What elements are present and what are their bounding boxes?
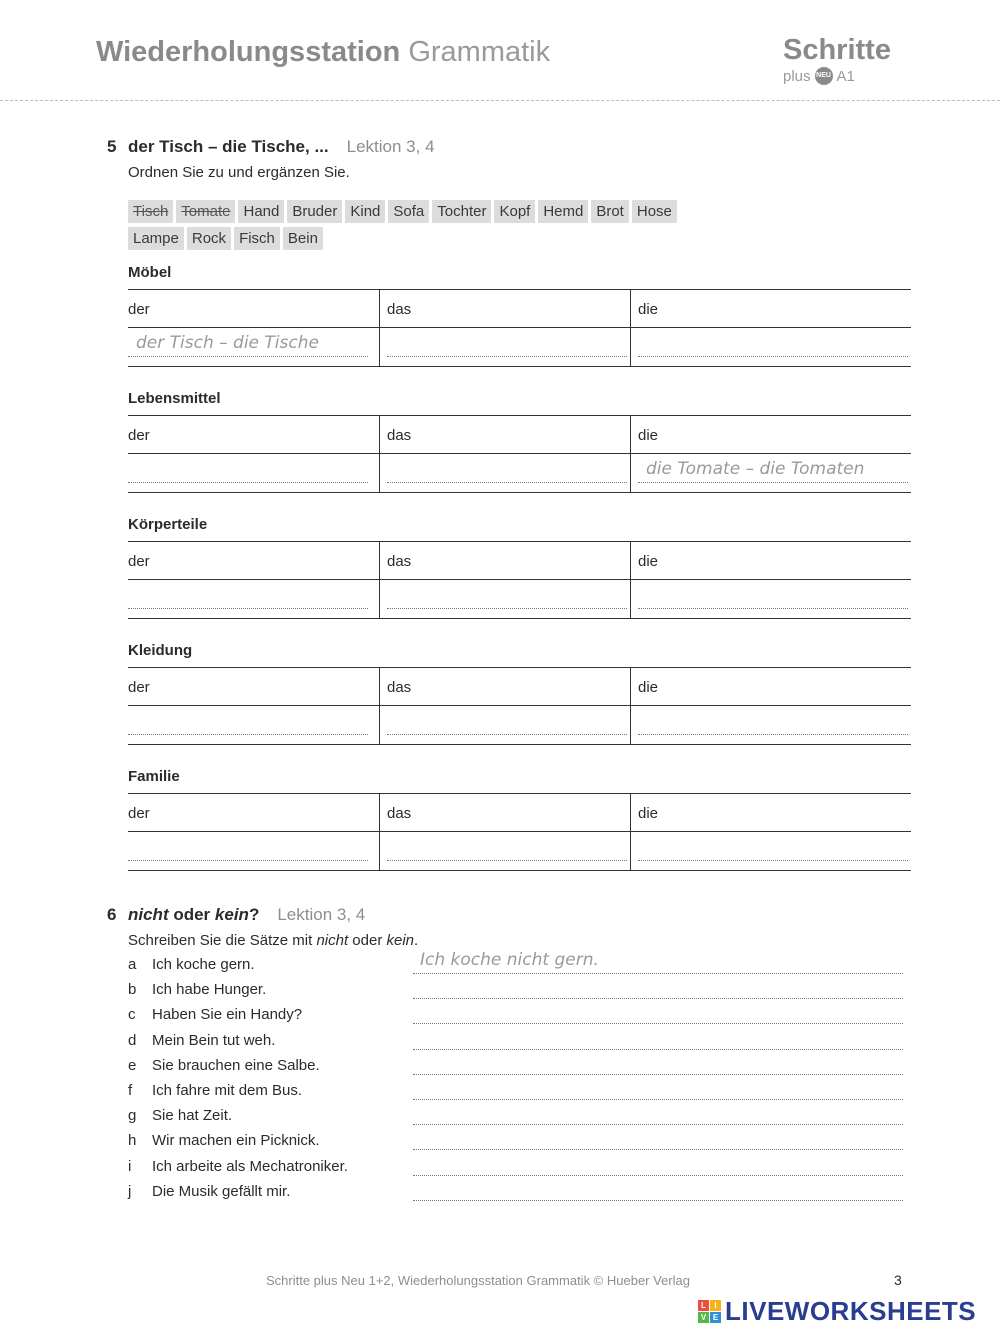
table-column-divider xyxy=(630,542,631,618)
answer-field[interactable] xyxy=(413,998,903,999)
category-table xyxy=(128,541,911,619)
sentence-text: Mein Bein tut weh. xyxy=(152,1031,276,1049)
sentence-letter: h xyxy=(128,1132,137,1150)
page-number: 3 xyxy=(894,1272,902,1288)
column-header: die xyxy=(638,679,659,696)
exercise-6-lektion: Lektion 3, 4 xyxy=(277,905,366,924)
brand-level: A1 xyxy=(836,67,855,85)
handwritten-answer: Ich koche nicht gern. xyxy=(420,950,599,970)
table-column-divider xyxy=(379,290,380,366)
answer-field[interactable] xyxy=(387,482,627,483)
category-label: Möbel xyxy=(128,264,172,281)
column-header: das xyxy=(387,301,412,318)
word-chip[interactable]: Rock xyxy=(187,227,231,250)
answer-field[interactable] xyxy=(413,1049,903,1050)
answer-field[interactable] xyxy=(413,1074,903,1075)
answer-field[interactable] xyxy=(413,1023,903,1024)
brand-logo xyxy=(783,36,908,85)
exercise-5-instruction: Ordnen Sie zu und ergänzen Sie. xyxy=(128,164,350,181)
column-header: der xyxy=(128,301,150,318)
answer-field[interactable] xyxy=(638,608,908,609)
column-header: der xyxy=(128,427,150,444)
logo-letter-tile: I xyxy=(710,1300,721,1311)
table-divider xyxy=(128,453,911,454)
column-header: die xyxy=(638,805,659,822)
word-chip[interactable]: Kind xyxy=(345,200,385,223)
sentence-letter: c xyxy=(128,1006,136,1024)
table-column-divider xyxy=(630,794,631,870)
word-chip[interactable]: Bein xyxy=(283,227,323,250)
category-table xyxy=(128,289,911,367)
word-chip[interactable]: Hand xyxy=(238,200,284,223)
exercise-6-instruction-oder: oder xyxy=(348,932,387,949)
sentence-row xyxy=(128,1107,903,1132)
table-column-divider xyxy=(630,290,631,366)
table-column-divider xyxy=(630,668,631,744)
logo-letter-tile: E xyxy=(710,1312,721,1323)
table-column-divider xyxy=(379,542,380,618)
answer-field[interactable] xyxy=(413,1200,903,1201)
sentence-letter: a xyxy=(128,956,137,973)
sentence-text: Haben Sie ein Handy? xyxy=(152,1006,303,1024)
table-column-divider xyxy=(379,668,380,744)
sentence-row xyxy=(128,1006,903,1031)
logo-letter-tile: V xyxy=(698,1312,709,1323)
brand-subtitle xyxy=(783,67,908,85)
answer-field[interactable] xyxy=(413,1149,903,1150)
sentence-letter: g xyxy=(128,1107,137,1125)
exercise-5-title-text: der Tisch – die Tische, ... xyxy=(128,137,329,156)
column-header: das xyxy=(387,679,412,696)
liveworksheets-logo-text: LIVEWORKSHEETS xyxy=(725,1296,977,1326)
word-bank-row xyxy=(128,227,768,250)
table-column-divider xyxy=(379,416,380,492)
answer-field[interactable] xyxy=(128,608,368,609)
sentence-text: Ich habe Hunger. xyxy=(152,981,267,999)
column-header: die xyxy=(638,427,659,444)
word-chip[interactable]: Lampe xyxy=(128,227,184,250)
sentence-row xyxy=(128,1158,903,1183)
brand-neu-badge: NEU xyxy=(815,67,833,85)
word-bank xyxy=(128,200,768,254)
answer-field[interactable] xyxy=(413,1124,903,1125)
word-chip[interactable]: Tisch xyxy=(128,200,173,223)
exercise-6-title xyxy=(128,905,365,925)
sentence-row xyxy=(128,1032,903,1057)
exercise-6-instruction-nicht: nicht xyxy=(316,932,349,949)
answer-field[interactable] xyxy=(638,356,908,357)
sentence-row xyxy=(128,1132,903,1157)
sentence-letter: f xyxy=(128,1082,133,1099)
exercise-6-instruction-pre: Schreiben Sie die Sätze mit xyxy=(128,932,317,949)
answer-field[interactable] xyxy=(413,1099,903,1100)
answer-field[interactable] xyxy=(387,356,627,357)
exercise-6-instruction-end: . xyxy=(414,932,419,949)
liveworksheets-logo[interactable] xyxy=(698,1296,976,1327)
word-chip[interactable]: Kopf xyxy=(494,200,535,223)
sentence-letter: j xyxy=(128,1182,132,1200)
sentence-letter: e xyxy=(128,1056,137,1074)
word-chip[interactable]: Tomate xyxy=(176,200,235,223)
column-header: das xyxy=(387,427,412,444)
word-chip[interactable]: Brot xyxy=(591,200,629,223)
sentence-text: Ich fahre mit dem Bus. xyxy=(152,1082,303,1099)
exercise-6-title-end: ? xyxy=(248,905,260,924)
column-header: das xyxy=(387,805,412,822)
brand-plus: plus xyxy=(783,67,811,85)
sentence-letter: i xyxy=(128,1157,132,1175)
word-chip[interactable]: Bruder xyxy=(287,200,342,223)
answer-field[interactable] xyxy=(387,734,627,735)
answer-field[interactable] xyxy=(413,1175,903,1176)
brand-name: Schritte xyxy=(783,34,891,66)
answer-field[interactable] xyxy=(413,973,903,974)
category-label: Familie xyxy=(128,768,180,785)
column-header: der xyxy=(128,805,150,822)
column-header: die xyxy=(638,301,659,318)
exercise-6-title-nicht: nicht xyxy=(128,905,169,924)
exercise-6-title-oder: oder xyxy=(168,905,215,924)
word-chip[interactable]: Sofa xyxy=(388,200,429,223)
sentence-text: Sie hat Zeit. xyxy=(152,1107,233,1125)
sentence-row xyxy=(128,1057,903,1082)
table-divider xyxy=(128,579,911,580)
table-column-divider xyxy=(630,416,631,492)
handwritten-answer: die Tomate – die Tomaten xyxy=(646,459,865,479)
column-header: der xyxy=(128,553,150,570)
exercise-5-title xyxy=(128,137,435,157)
footer-credit: Schritte plus Neu 1+2, Wiederholungsstation Grammatik © Hueber Verlag xyxy=(266,1273,690,1288)
answer-field[interactable] xyxy=(128,860,368,861)
word-chip[interactable]: Hemd xyxy=(538,200,588,223)
sentence-row xyxy=(128,1183,903,1208)
column-header: der xyxy=(128,679,150,696)
sentence-letter: b xyxy=(128,981,137,999)
word-bank-row xyxy=(128,200,768,223)
answer-field[interactable] xyxy=(638,734,908,735)
category-table xyxy=(128,415,911,493)
page-title xyxy=(96,36,550,69)
logo-letter-tile: L xyxy=(698,1300,709,1311)
answer-field[interactable] xyxy=(638,482,908,483)
exercise-6-title-kein: kein xyxy=(214,905,249,924)
column-header: das xyxy=(387,553,412,570)
table-divider xyxy=(128,327,911,328)
exercise-6-instruction-kein: kein xyxy=(386,932,415,949)
header-divider xyxy=(0,100,1000,101)
table-divider xyxy=(128,831,911,832)
table-column-divider xyxy=(379,794,380,870)
sentence-row xyxy=(128,950,903,981)
category-table xyxy=(128,793,911,871)
answer-field[interactable] xyxy=(128,482,368,483)
exercise-5-lektion: Lektion 3, 4 xyxy=(346,137,435,156)
answer-field[interactable] xyxy=(638,860,908,861)
sentence-text: Die Musik gefällt mir. xyxy=(152,1182,291,1200)
word-chip[interactable]: Fisch xyxy=(234,227,280,250)
exercise-6-instruction xyxy=(128,932,418,949)
page-title-light: Grammatik xyxy=(408,36,551,68)
sentence-text: Ich arbeite als Mechatroniker. xyxy=(152,1157,348,1175)
exercise-6-number: 6 xyxy=(107,905,117,924)
liveworksheets-logo-icon xyxy=(698,1300,721,1323)
sentence-text: Sie brauchen eine Salbe. xyxy=(152,1056,320,1074)
category-label: Körperteile xyxy=(128,516,208,533)
answer-field[interactable] xyxy=(128,356,368,357)
category-label: Kleidung xyxy=(128,642,193,659)
answer-field[interactable] xyxy=(387,608,627,609)
category-table xyxy=(128,667,911,745)
sentence-row xyxy=(128,1082,903,1107)
sentence-text: Ich koche gern. xyxy=(152,956,255,973)
answer-field[interactable] xyxy=(387,860,627,861)
exercise-5-number: 5 xyxy=(107,137,117,156)
handwritten-answer: der Tisch – die Tische xyxy=(136,333,319,353)
word-chip[interactable]: Hose xyxy=(632,200,677,223)
answer-field[interactable] xyxy=(128,734,368,735)
sentence-row xyxy=(128,981,903,1006)
page-title-bold: Wiederholungsstation xyxy=(96,36,401,68)
category-label: Lebensmittel xyxy=(128,390,221,407)
sentence-letter: d xyxy=(128,1031,137,1049)
column-header: die xyxy=(638,553,659,570)
word-chip[interactable]: Tochter xyxy=(432,200,491,223)
sentence-text: Wir machen ein Picknick. xyxy=(152,1132,320,1150)
table-divider xyxy=(128,705,911,706)
